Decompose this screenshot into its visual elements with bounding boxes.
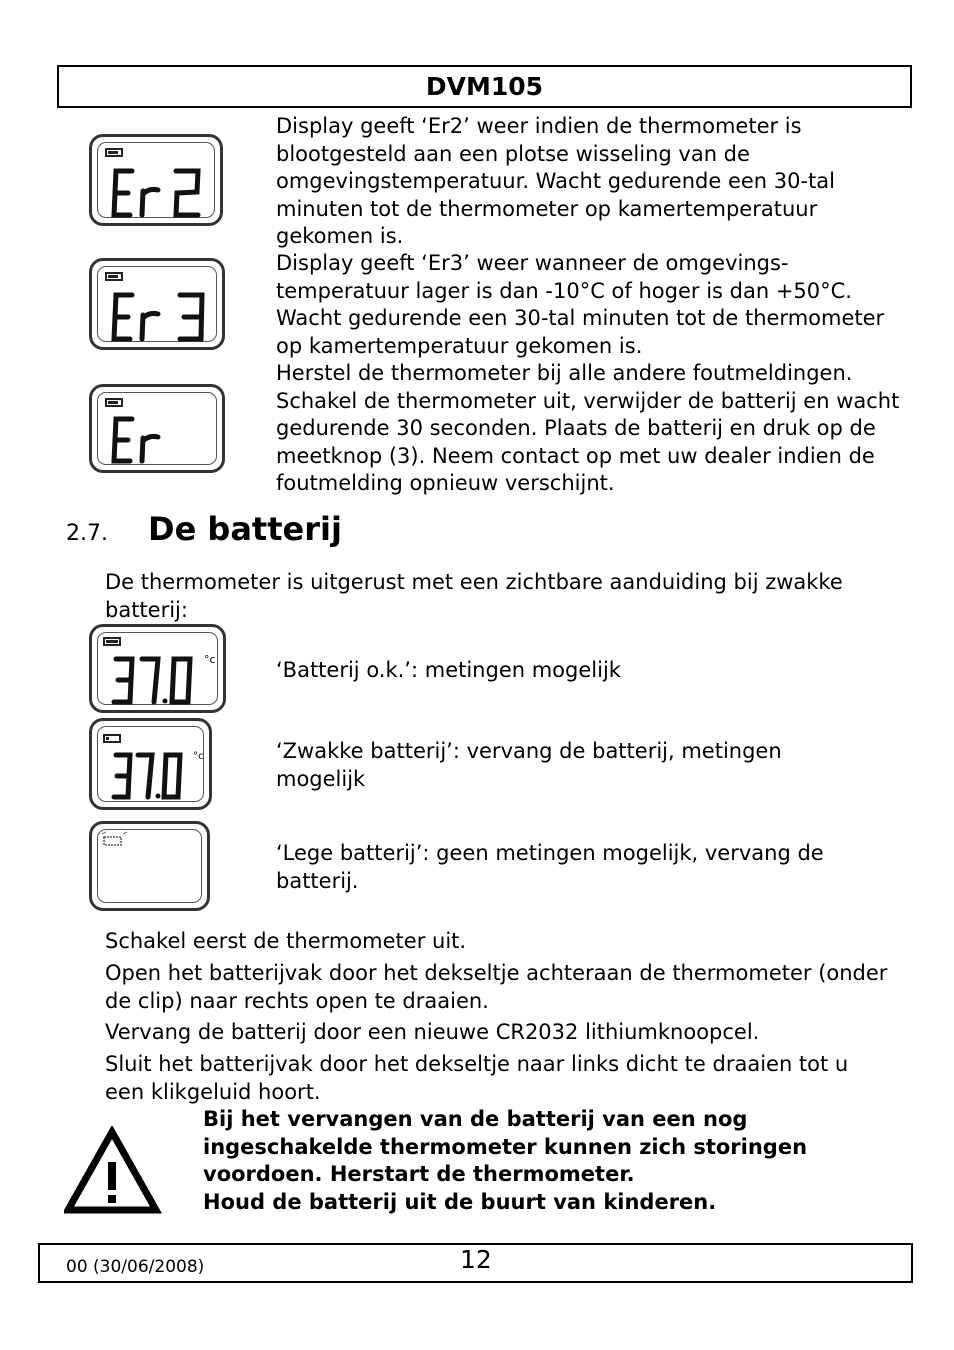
lcd-display-er (89, 384, 225, 473)
battery-ok-digits (92, 627, 229, 716)
battery-intro: De thermometer is uitgerust met een zichtbare aanduiding bij zwakke batterij: (105, 570, 843, 622)
battery-empty-icon (92, 824, 213, 914)
step-2: Open het batterijvak door het dekseltje achteraan de thermometer (onder de clip) naar rechts open te draaien. (105, 961, 888, 1013)
step-3: Vervang de batterij door een nieuwe CR2032 lithiumknoopcel. (105, 1020, 760, 1044)
step-4: Sluit het batterijvak door het dekseltje naar links dicht te draaien tot u een klikgeluid hoort. (105, 1052, 849, 1104)
error-er3-text: Display geeft ‘Er3’ weer wanneer de omgevings-temperatuur lager is dan -10°C of hoger is dan +50°C. Wacht gedurende een 30-tal minuten tot de thermometer op kamertemperatuur gekomen is. (276, 251, 885, 358)
battery-ok-text: ‘Batterij o.k.’: metingen mogelijk (276, 658, 621, 682)
battery-weak-digits (92, 721, 215, 813)
error-er-text: Herstel de thermometer bij alle andere foutmeldingen. Schakel de thermometer uit, verwijder de batterij en wacht gedurende 30 seconden. Plaats de batterij en druk op de meetknop (3). Neem contact op met uw dealer indien de foutmelding opnieuw verschijnt. (276, 361, 900, 495)
svg-text:°c: °c (204, 653, 216, 666)
warning-icon (64, 1126, 164, 1216)
warning-text (203, 1106, 903, 1216)
er3-digits (92, 261, 228, 353)
document-header (57, 65, 912, 108)
section-number: 2.7. (66, 521, 108, 546)
lcd-battery-ok (89, 624, 226, 713)
lcd-battery-weak (89, 718, 212, 810)
model-title: DVM105 (425, 72, 544, 101)
lcd-display-er3 (89, 258, 225, 350)
svg-text:°c: °c (193, 751, 204, 762)
error-er2-text: Display geeft ‘Er2’ weer indien de thermometer is blootgesteld aan een plotse wisseling van de omgevingstemperatuur. Wacht gedurende een 30-tal minuten tot de thermometer op kamertemperatuur gekomen is. (276, 114, 836, 248)
page-number: 12 (460, 1245, 492, 1274)
lcd-display-er2 (89, 134, 223, 226)
footer-version: 00 (30/06/2008) (66, 1257, 205, 1277)
warning-line-2: Houd de batterij uit de buurt van kinderen. (203, 1189, 717, 1214)
document-footer (38, 1243, 913, 1283)
lcd-battery-empty (89, 821, 210, 911)
battery-empty-text: ‘Lege batterij’: geen metingen mogelijk, vervang de batterij. (276, 841, 824, 893)
battery-weak-text: ‘Zwakke batterij’: vervang de batterij, metingen mogelijk (276, 739, 782, 791)
step-1: Schakel eerst de thermometer uit. (105, 929, 467, 953)
warning-line-1: Bij het vervangen van de batterij van een nog ingeschakelde thermometer kunnen zich storingen voordoen. Herstart de thermometer. (203, 1107, 808, 1186)
er-digits (92, 387, 228, 476)
section-heading (66, 510, 342, 548)
section-title: De batterij (148, 510, 342, 548)
er2-digits (92, 137, 226, 229)
